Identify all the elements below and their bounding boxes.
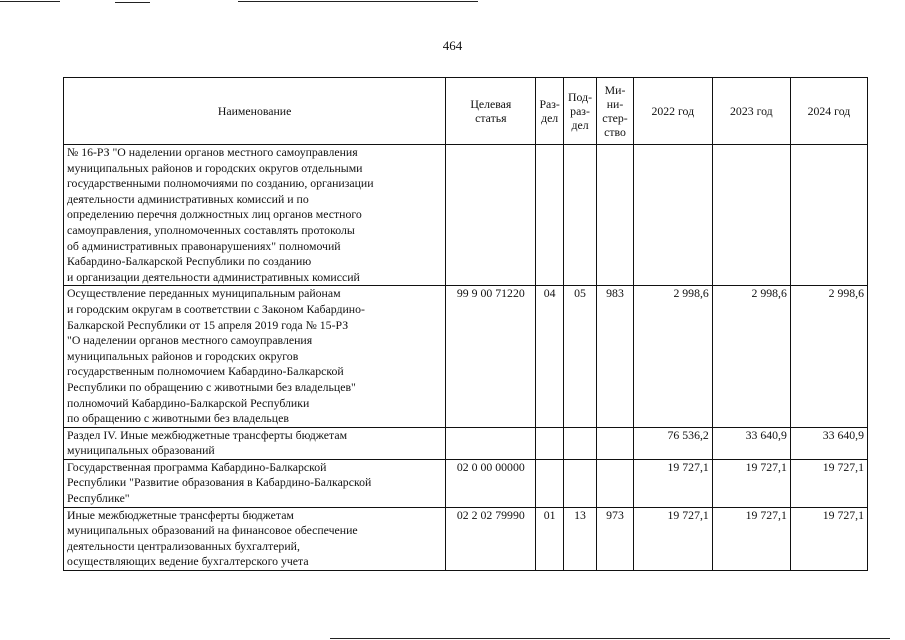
row-value-2023: 19 727,1 (712, 507, 790, 570)
row-subsection (563, 427, 596, 459)
row-name: № 16-РЗ "О наделении органов местного самоуправления муниципальных районов и городских округов отдельными государственными полномочиями по созданию, организации деятельности административных комиссий и по определению перечня должностных лиц органов местного самоуправления, уполномоченных составлять протоколы об административных правонарушениях" полномочий Кабардино-Балкарской Республики по созданию и организации деятельности административных комиссий (64, 145, 446, 286)
table-row (64, 145, 868, 286)
table-header-row (64, 78, 868, 145)
header-2024: 2024 год (790, 78, 867, 145)
row-value-2024 (790, 145, 867, 286)
row-name: Осуществление переданных муниципальным районам и городским округам в соответствии с Законом Кабардино- Балкарской Республики от 15 апреля 2019 года № 15-РЗ "О наделении органов местного самоуправления муниципальных районов и городских округов государственным полномочием Кабардино-Балкарской Республики по обращению с животными без владельцев" полномочий Кабардино-Балкарской Республики по обращению с животными без владельцев (64, 286, 446, 427)
row-value-2023: 2 998,6 (712, 286, 790, 427)
row-name: Государственная программа Кабардино-Балкарской Республики "Развитие образования в Кабардино-Балкарской Республике" (64, 459, 446, 507)
scan-line-bottom (330, 638, 890, 639)
header-2023: 2023 год (712, 78, 790, 145)
scan-line-top-mid (115, 2, 150, 3)
row-value-2022 (633, 145, 712, 286)
row-value-2022: 76 536,2 (633, 427, 712, 459)
header-subsection: Под- раз- дел (563, 78, 596, 145)
row-section: 04 (536, 286, 563, 427)
row-value-2024: 19 727,1 (790, 459, 867, 507)
row-ministry: 983 (597, 286, 633, 427)
row-section: 01 (536, 507, 563, 570)
row-value-2022: 2 998,6 (633, 286, 712, 427)
page-number: 464 (442, 38, 463, 53)
row-subsection (563, 145, 596, 286)
row-value-2024: 2 998,6 (790, 286, 867, 427)
row-value-2024: 19 727,1 (790, 507, 867, 570)
header-ministry: Ми- ни- стер- ство (597, 78, 633, 145)
table-row (64, 507, 868, 570)
header-target-article: Целевая статья (446, 78, 536, 145)
row-value-2022: 19 727,1 (633, 459, 712, 507)
table-row (64, 427, 868, 459)
row-ministry (597, 459, 633, 507)
row-value-2023: 19 727,1 (712, 459, 790, 507)
row-subsection: 05 (563, 286, 596, 427)
row-ministry: 973 (597, 507, 633, 570)
row-section (536, 427, 563, 459)
row-name: Раздел IV. Иные межбюджетные трансферты бюджетам муниципальных образований (64, 427, 446, 459)
row-target-article: 02 0 00 00000 (446, 459, 536, 507)
row-target-article: 99 9 00 71220 (446, 286, 536, 427)
row-section (536, 145, 563, 286)
row-value-2024: 33 640,9 (790, 427, 867, 459)
scan-line-top-left (0, 1, 60, 2)
row-target-article (446, 427, 536, 459)
budget-table (63, 77, 868, 571)
header-name: Наименование (64, 78, 446, 145)
header-section: Раз- дел (536, 78, 563, 145)
row-target-article: 02 2 02 79990 (446, 507, 536, 570)
row-section (536, 459, 563, 507)
scan-line-top-right (238, 1, 478, 2)
row-value-2022: 19 727,1 (633, 507, 712, 570)
row-subsection: 13 (563, 507, 596, 570)
row-ministry (597, 427, 633, 459)
row-subsection (563, 459, 596, 507)
row-target-article (446, 145, 536, 286)
header-2022: 2022 год (633, 78, 712, 145)
row-ministry (597, 145, 633, 286)
row-value-2023 (712, 145, 790, 286)
table-row (64, 286, 868, 427)
row-name: Иные межбюджетные трансферты бюджетам муниципальных образований на финансовое обеспечение деятельности централизованных бухгалтерий, осуществляющих ведение бухгалтерского учета (64, 507, 446, 570)
row-value-2023: 33 640,9 (712, 427, 790, 459)
table-row (64, 459, 868, 507)
